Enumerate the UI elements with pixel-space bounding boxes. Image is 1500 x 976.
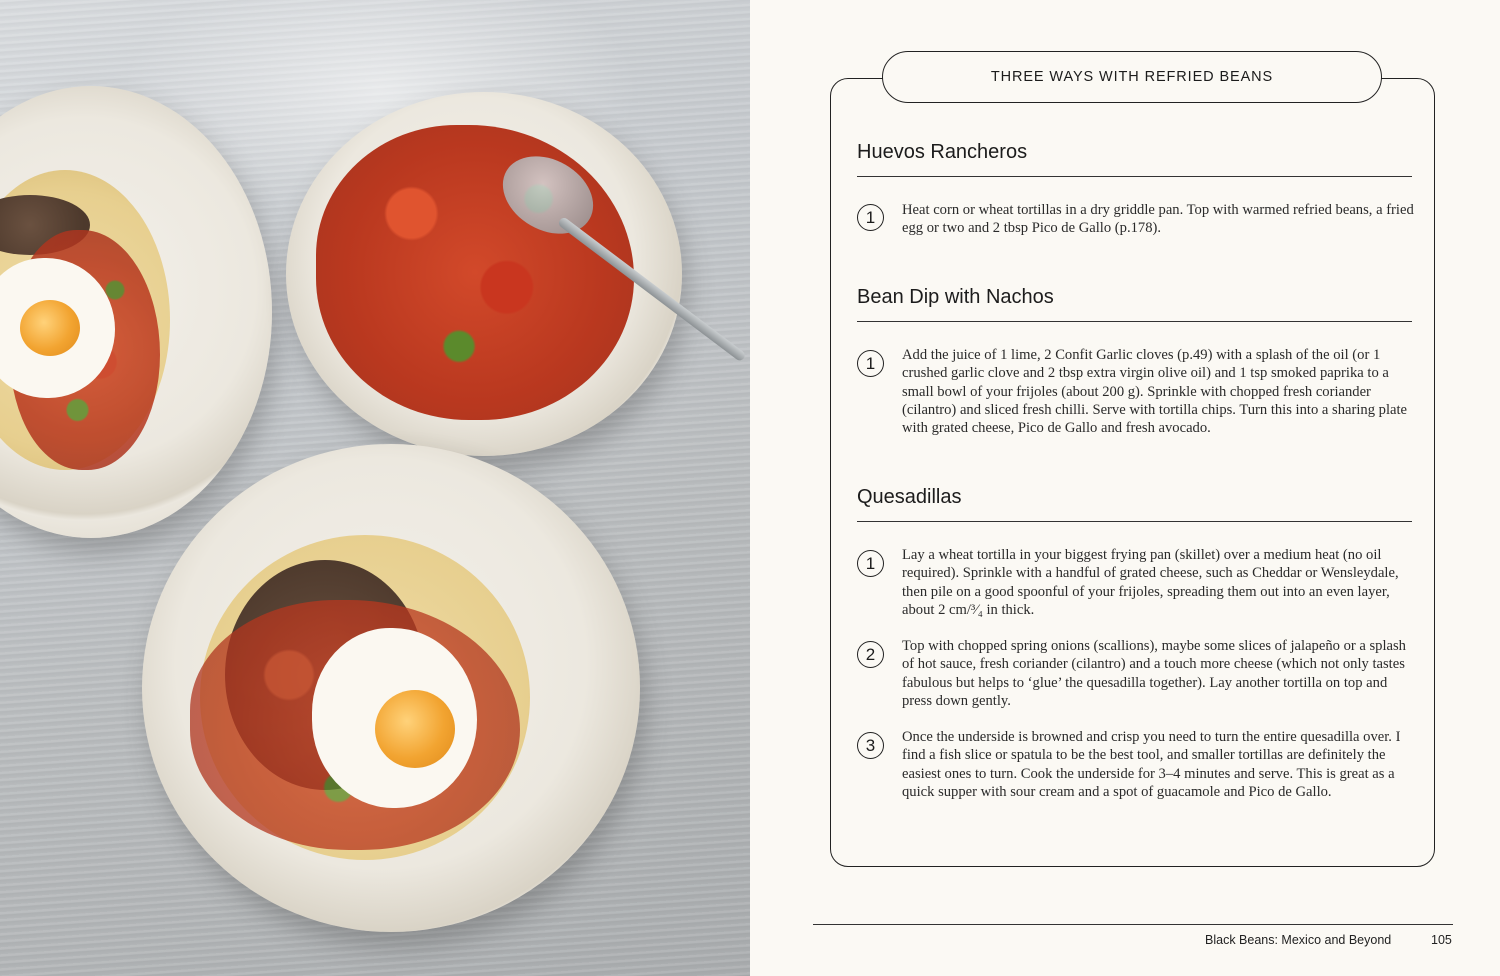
step-text: Top with chopped spring onions (scallions), maybe some slices of jalapeño or a splash of hot sauce, fresh coriander (cilantro) and a touch more cheese (which not only tastes fabulous but helps to ‘glue’ the quesadilla together). Lay another tortilla on top and press down gently.: [902, 638, 1406, 709]
step-number: 1: [857, 550, 884, 577]
section-title-bean-dip: Bean Dip with Nachos: [857, 286, 1054, 308]
section-divider: [857, 521, 1412, 522]
step-number: 2: [857, 641, 884, 668]
footer-divider: [813, 924, 1453, 925]
step-text: Heat corn or wheat tortillas in a dry griddle pan. Top with warmed refried beans, a fried egg or two and 2 tbsp Pico de Gallo (p.178).: [902, 202, 1414, 237]
step-number: 1: [857, 204, 884, 231]
step-text: Once the underside is browned and crisp you need to turn the entire quesadilla over. I find a fish slice or spatula to be the best tool, and smaller tortillas are definitely the easiest ones to turn. Cook the underside for 3–4 minutes and serve. This is great as a quick supper with sour cream and a spot of guacamole and Pico de Gallo.: [902, 729, 1401, 800]
page-number: 105: [1431, 933, 1452, 947]
section-title-huevos-rancheros: Huevos Rancheros: [857, 141, 1028, 163]
section-divider: [857, 321, 1412, 322]
step-text: Add the juice of 1 lime, 2 Confit Garlic cloves (p.49) with a splash of the oil (or 1 crushed garlic clove and 2 tbsp extra virgin olive oil) and 1 tsp smoked paprika to a small bowl of your frijoles (about 200 g). Sprinkle with chopped fresh coriander (cilantro) and sliced fresh chilli. Serve with tortilla chips. Turn this into a sharing plate with grated cheese, Pico de Gallo and fresh avocado.: [902, 347, 1408, 437]
section-divider: [857, 176, 1412, 177]
step-number: 1: [857, 350, 884, 377]
step-number: 3: [857, 732, 884, 759]
egg-yolk-left: [20, 300, 80, 356]
step-text: Lay a wheat tortilla in your biggest frying pan (skillet) over a medium heat (no oil required). Sprinkle with a handful of grated cheese, such as Cheddar or Wensleydale, then pile on a good spoonful of your frijoles, spreading them out into an even layer, about 2 cm/³⁄₄ in thick.: [902, 547, 1399, 618]
section-title-quesadillas: Quesadillas: [857, 486, 962, 508]
egg-yolk-bottom: [375, 690, 455, 768]
running-footer-title: Black Beans: Mexico and Beyond: [1205, 933, 1392, 947]
recipe-page: [750, 0, 1500, 976]
box-title: THREE WAYS WITH REFRIED BEANS: [882, 51, 1382, 103]
